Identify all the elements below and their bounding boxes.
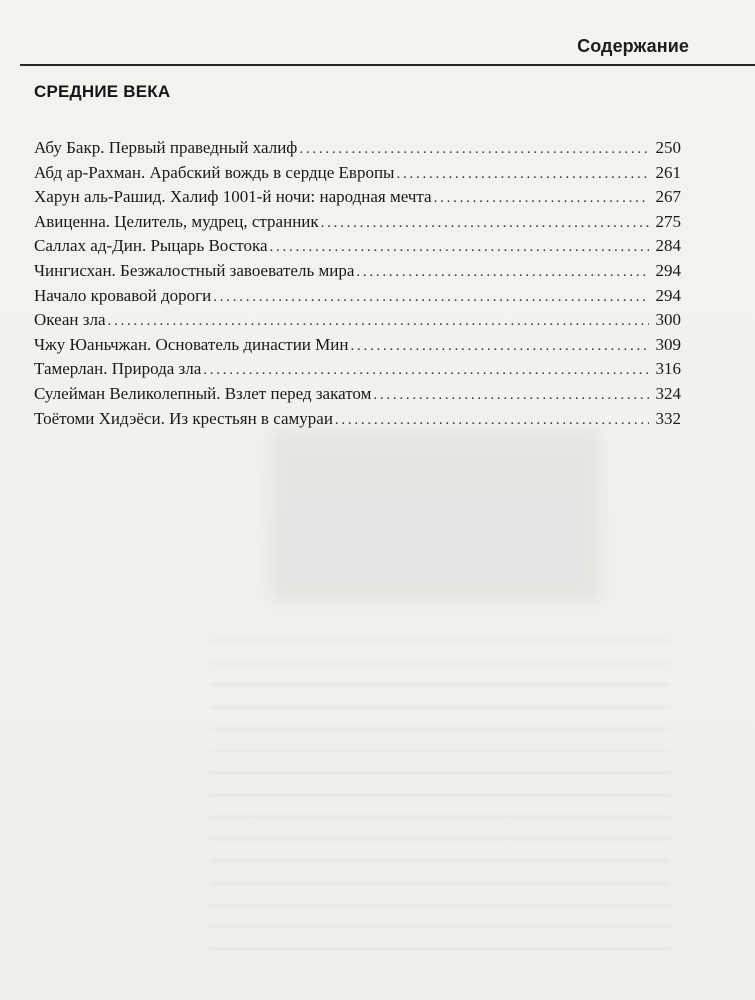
toc-dot-leader xyxy=(270,235,649,260)
toc-entry xyxy=(34,234,681,259)
toc-dot-leader xyxy=(356,260,649,285)
toc-dot-leader xyxy=(108,309,649,334)
toc-entry xyxy=(34,259,681,284)
toc-dot-leader xyxy=(299,137,649,162)
toc-entry-title: Харун аль-Рашид. Халиф 1001-й ночи: народная мечта xyxy=(34,187,432,207)
toc-dot-leader xyxy=(321,211,649,236)
toc-dot-leader xyxy=(373,383,649,408)
toc-entry-page: 261 xyxy=(655,162,681,182)
toc-entry-page: 250 xyxy=(655,138,681,157)
toc-entry-title: Начало кровавой дороги xyxy=(34,285,212,305)
toc-entry xyxy=(34,210,681,235)
toc-entry xyxy=(34,136,681,161)
toc-entry xyxy=(34,284,681,309)
toc-entry-title: Тамерлан. Природа зла xyxy=(34,359,202,379)
toc-entry-page: 309 xyxy=(655,334,681,354)
toc-entry xyxy=(34,357,681,382)
header-rule xyxy=(20,64,755,66)
toc-entry-title: Авиценна. Целитель, мудрец, странник xyxy=(34,211,319,231)
bleed-through-lines xyxy=(210,640,670,960)
running-head: Содержание xyxy=(577,36,689,56)
toc-entry xyxy=(34,308,681,333)
toc-entry xyxy=(34,161,681,186)
toc-entry-title: Абу Бакр. Первый праведный халиф xyxy=(34,138,298,157)
bleed-through-shadow xyxy=(270,430,600,600)
toc-entry-title: Абд ар-Рахман. Арабский вождь в сердце Европы xyxy=(34,162,395,182)
toc-dot-leader xyxy=(203,358,649,383)
toc-entry xyxy=(34,185,681,210)
table-of-contents xyxy=(34,136,681,431)
toc-dot-leader xyxy=(213,285,649,310)
toc-entry-title: Чингисхан. Безжалостный завоеватель мира xyxy=(34,260,355,280)
toc-entry-page: 332 xyxy=(655,408,681,428)
toc-entry-page: 267 xyxy=(655,187,681,207)
toc-dot-leader xyxy=(350,334,649,359)
toc-entry-page: 284 xyxy=(655,236,681,256)
toc-entry-title: Океан зла xyxy=(34,310,106,330)
toc-entry xyxy=(34,407,681,432)
toc-dot-leader xyxy=(434,186,649,211)
toc-entry-title: Тоётоми Хидэёси. Из крестьян в самураи xyxy=(34,408,333,428)
toc-entry-page: 316 xyxy=(655,359,681,379)
toc-entry-page: 324 xyxy=(655,383,681,403)
toc-dot-leader xyxy=(335,408,649,433)
toc-entry-page: 300 xyxy=(655,310,681,330)
toc-entry-page: 294 xyxy=(655,285,681,305)
toc-entry-page: 275 xyxy=(655,211,681,231)
toc-entry-title: Сулейман Великолепный. Взлет перед закатом xyxy=(34,383,372,403)
toc-entry xyxy=(34,382,681,407)
toc-entry xyxy=(34,333,681,358)
toc-entry-title: Саллах ад-Дин. Рыцарь Востока xyxy=(34,236,268,256)
toc-entry-title: Чжу Юаньчжан. Основатель династии Мин xyxy=(34,334,349,354)
toc-entry-page: 294 xyxy=(655,260,681,280)
toc-dot-leader xyxy=(396,162,649,187)
section-title: СРЕДНИЕ ВЕКА xyxy=(34,82,171,101)
